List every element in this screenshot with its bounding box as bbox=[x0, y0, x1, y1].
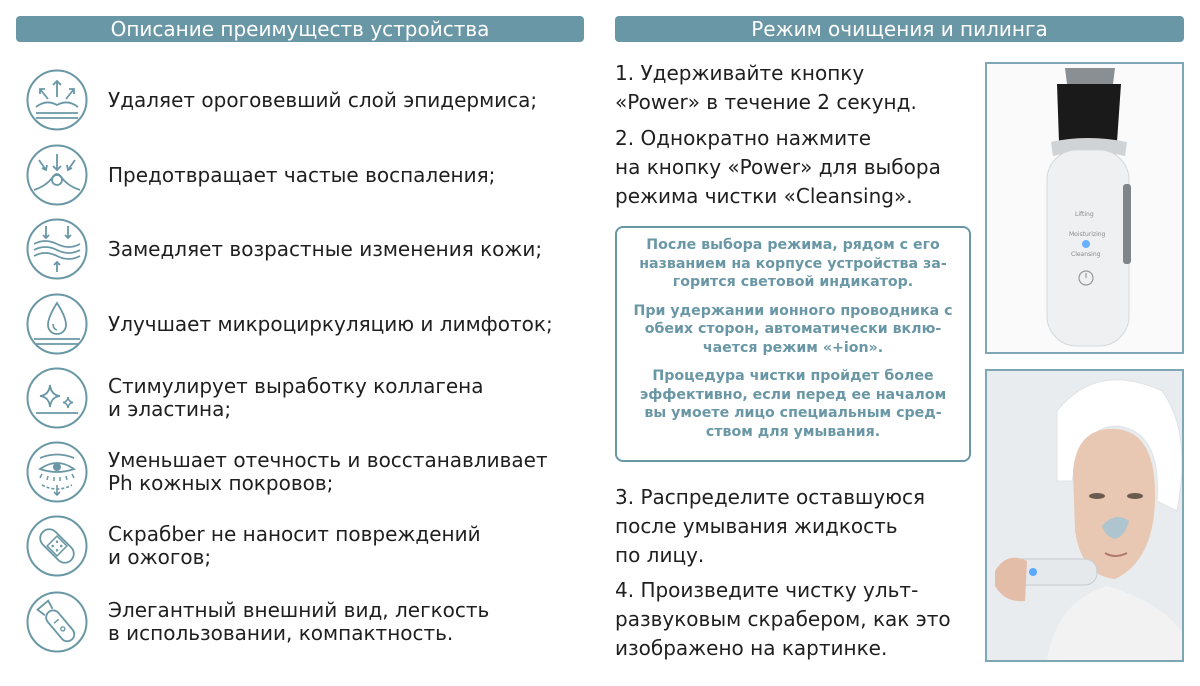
eye-icon bbox=[26, 441, 88, 503]
benefit-text: Предотвращает частые воспаления; bbox=[108, 162, 496, 187]
benefit-text: Удаляет ороговевший слой эпидермиса; bbox=[108, 87, 538, 112]
device-label-lifting: Lifting bbox=[1075, 211, 1094, 218]
benefit-text: Скрабber не наносит повреждений и ожогов; bbox=[108, 522, 481, 569]
inflammation-prevent-icon bbox=[26, 144, 88, 206]
benefit-item bbox=[26, 591, 596, 653]
benefit-item bbox=[26, 218, 596, 280]
woman-using-device-photo bbox=[985, 369, 1184, 662]
benefit-item bbox=[26, 144, 596, 206]
right-section-header: Режим очищения и пилинга bbox=[615, 16, 1184, 42]
benefit-item bbox=[26, 367, 596, 429]
benefit-item bbox=[26, 441, 596, 503]
info-note-box bbox=[615, 226, 971, 462]
benefit-item bbox=[26, 293, 596, 355]
step-1: 1. Удерживайте кнопку «Power» в течение 2 секунд. bbox=[615, 61, 917, 114]
benefit-text: Элегантный внешний вид, легкость в использовании, компактность. bbox=[108, 598, 490, 645]
benefit-item bbox=[26, 515, 596, 577]
device-photo bbox=[985, 62, 1184, 354]
benefit-text: Уменьшает отечность и восстанавливает Ph кожных покровов; bbox=[108, 448, 548, 495]
device-icon bbox=[26, 591, 88, 653]
note-paragraph: Процедура чистки пройдет более эффективно, если перед ее началом вы умоете лицо специальным сред-ством для умывания. bbox=[639, 368, 947, 440]
benefit-text: Замедляет возрастные изменения кожи; bbox=[108, 236, 543, 261]
note-paragraph: После выбора режима, рядом с его названием на корпусе устройства за-горится световой индикатор. bbox=[639, 237, 947, 290]
device-label-moisturizing: Moisturizing bbox=[1069, 231, 1106, 238]
skin-wave-icon bbox=[26, 218, 88, 280]
note-paragraph: При удержании ионного проводника с обеих сторон, автоматически вклю-чается режим «+ion». bbox=[633, 302, 953, 356]
epidermis-layer-icon bbox=[26, 69, 88, 131]
benefit-item bbox=[26, 69, 596, 131]
step-2: 2. Однократно нажмите на кнопку «Power» для выбора режима чистки «Cleansing». bbox=[615, 126, 941, 208]
left-section-header: Описание преимуществ устройства bbox=[16, 16, 584, 42]
benefit-text: Стимулирует выработку коллагена и эластина; bbox=[108, 374, 484, 421]
device-label-cleansing: Cleansing bbox=[1071, 251, 1101, 258]
step-4: 4. Произведите чистку ульт- развуковым скрабером, как это изображено на картинке. bbox=[615, 578, 951, 660]
water-drop-icon bbox=[26, 293, 88, 355]
bandage-icon bbox=[26, 515, 88, 577]
benefit-text: Улучшает микроциркуляцию и лимфоток; bbox=[108, 311, 553, 336]
step-3: 3. Распределите оставшуюся после умывания жидкость по лицу. bbox=[615, 485, 925, 567]
sparkle-icon bbox=[26, 367, 88, 429]
